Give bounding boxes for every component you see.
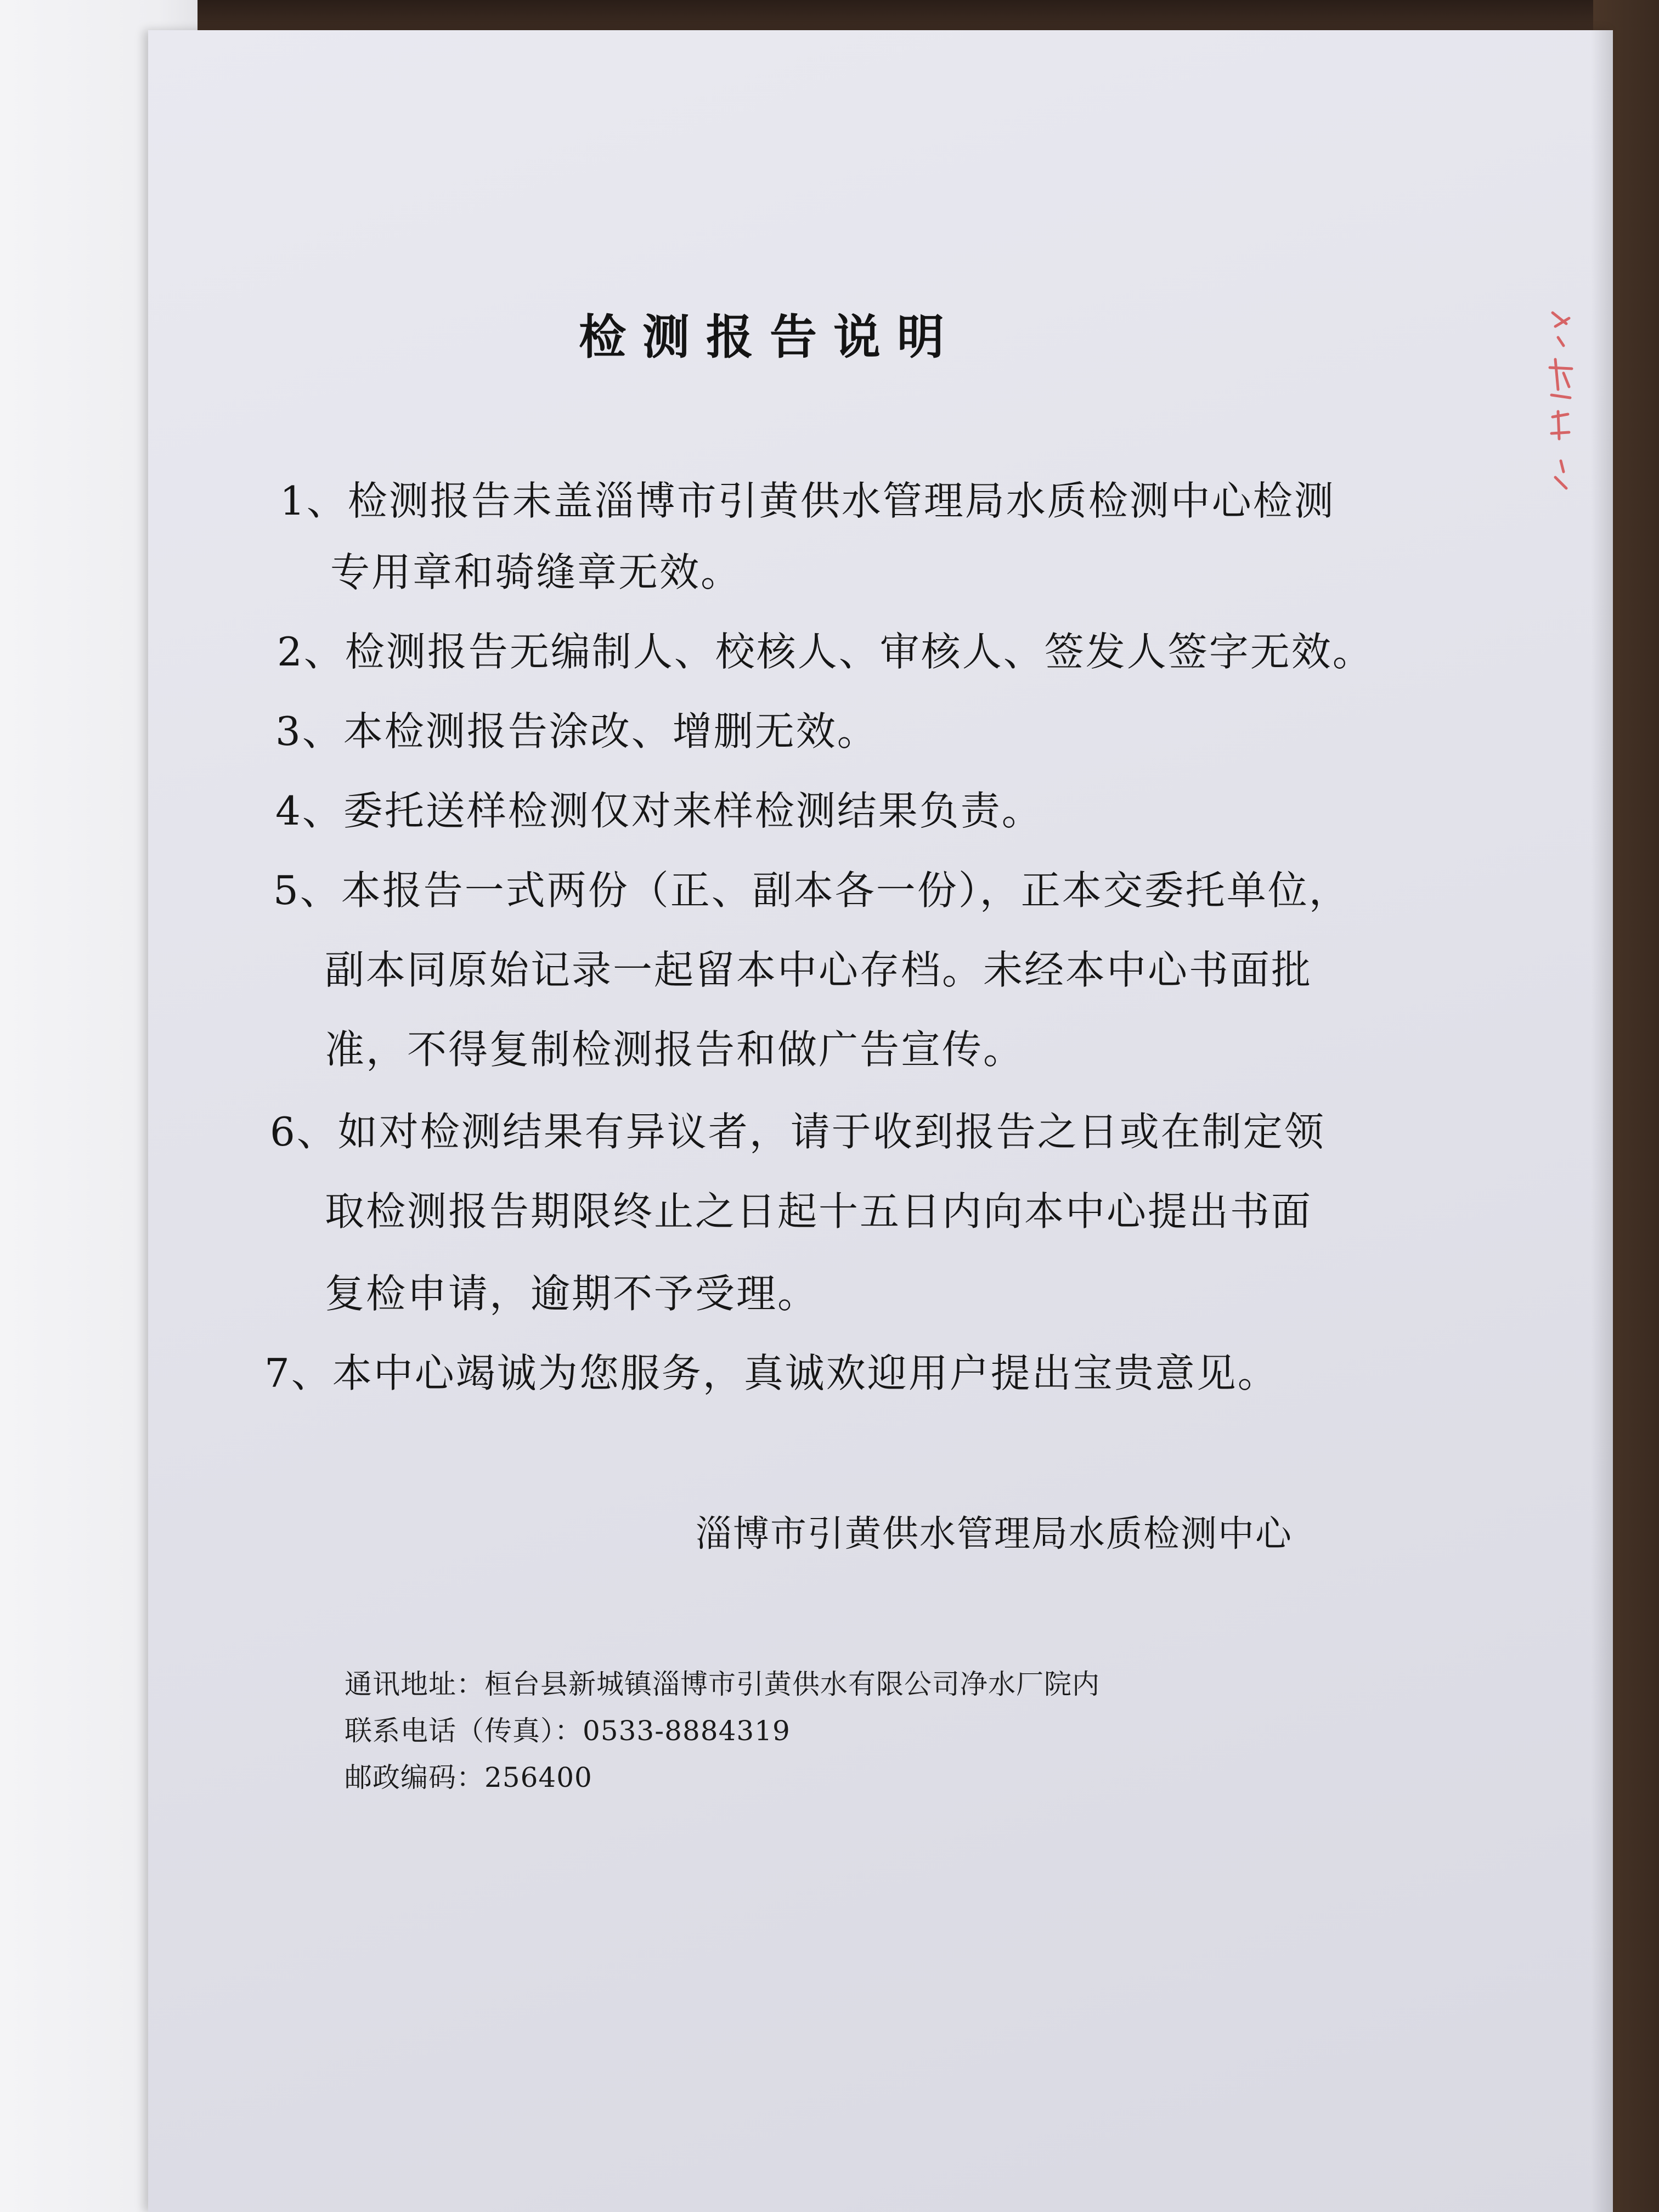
item-6-line-2: 取检测报告期限终止之日起十五日内向本中心提出书面 <box>325 1188 1313 1234</box>
contact-phone: 联系电话（传真）：0533-8884319 <box>345 1715 791 1747</box>
item-6-line-3: 复检申请，逾期不予受理。 <box>325 1271 819 1317</box>
item-5-line-2: 副本同原始记录一起留本中心存档。未经本中心书面批 <box>325 947 1313 993</box>
item-5-line-3: 准，不得复制检测报告和做广告宣传。 <box>325 1026 1025 1073</box>
page-title: 检测报告说明 <box>579 309 961 365</box>
item-1-line-2: 专用章和骑缝章无效。 <box>330 549 742 595</box>
item-4-line-1: 4、委托送样检测仅对来样检测结果负责。 <box>275 788 1043 834</box>
item-1-line-1: 1、检测报告未盖淄博市引黄供水管理局水质检测中心检测 <box>280 478 1335 524</box>
item-6-line-1: 6、如对检测结果有异议者，请于收到报告之日或在制定领 <box>270 1109 1325 1155</box>
issuing-organization: 淄博市引黄供水管理局水质检测中心 <box>696 1513 1293 1555</box>
contact-address: 通讯地址：桓台县新城镇淄博市引黄供水有限公司净水厂院内 <box>345 1668 1100 1700</box>
contact-postcode: 邮政编码：256400 <box>345 1762 592 1793</box>
item-2-line-1: 2、检测报告无编制人、校核人、审核人、签发人签字无效。 <box>277 629 1374 675</box>
item-7-line-1: 7、本中心竭诚为您服务，真诚欢迎用户提出宝贵意见。 <box>264 1350 1279 1396</box>
red-stamp-fragment <box>1542 307 1580 494</box>
item-5-line-1: 5、本报告一式两份（正、副本各一份），正本交委托单位， <box>273 867 1350 913</box>
item-3-line-1: 3、本检测报告涂改、增删无效。 <box>275 708 878 754</box>
